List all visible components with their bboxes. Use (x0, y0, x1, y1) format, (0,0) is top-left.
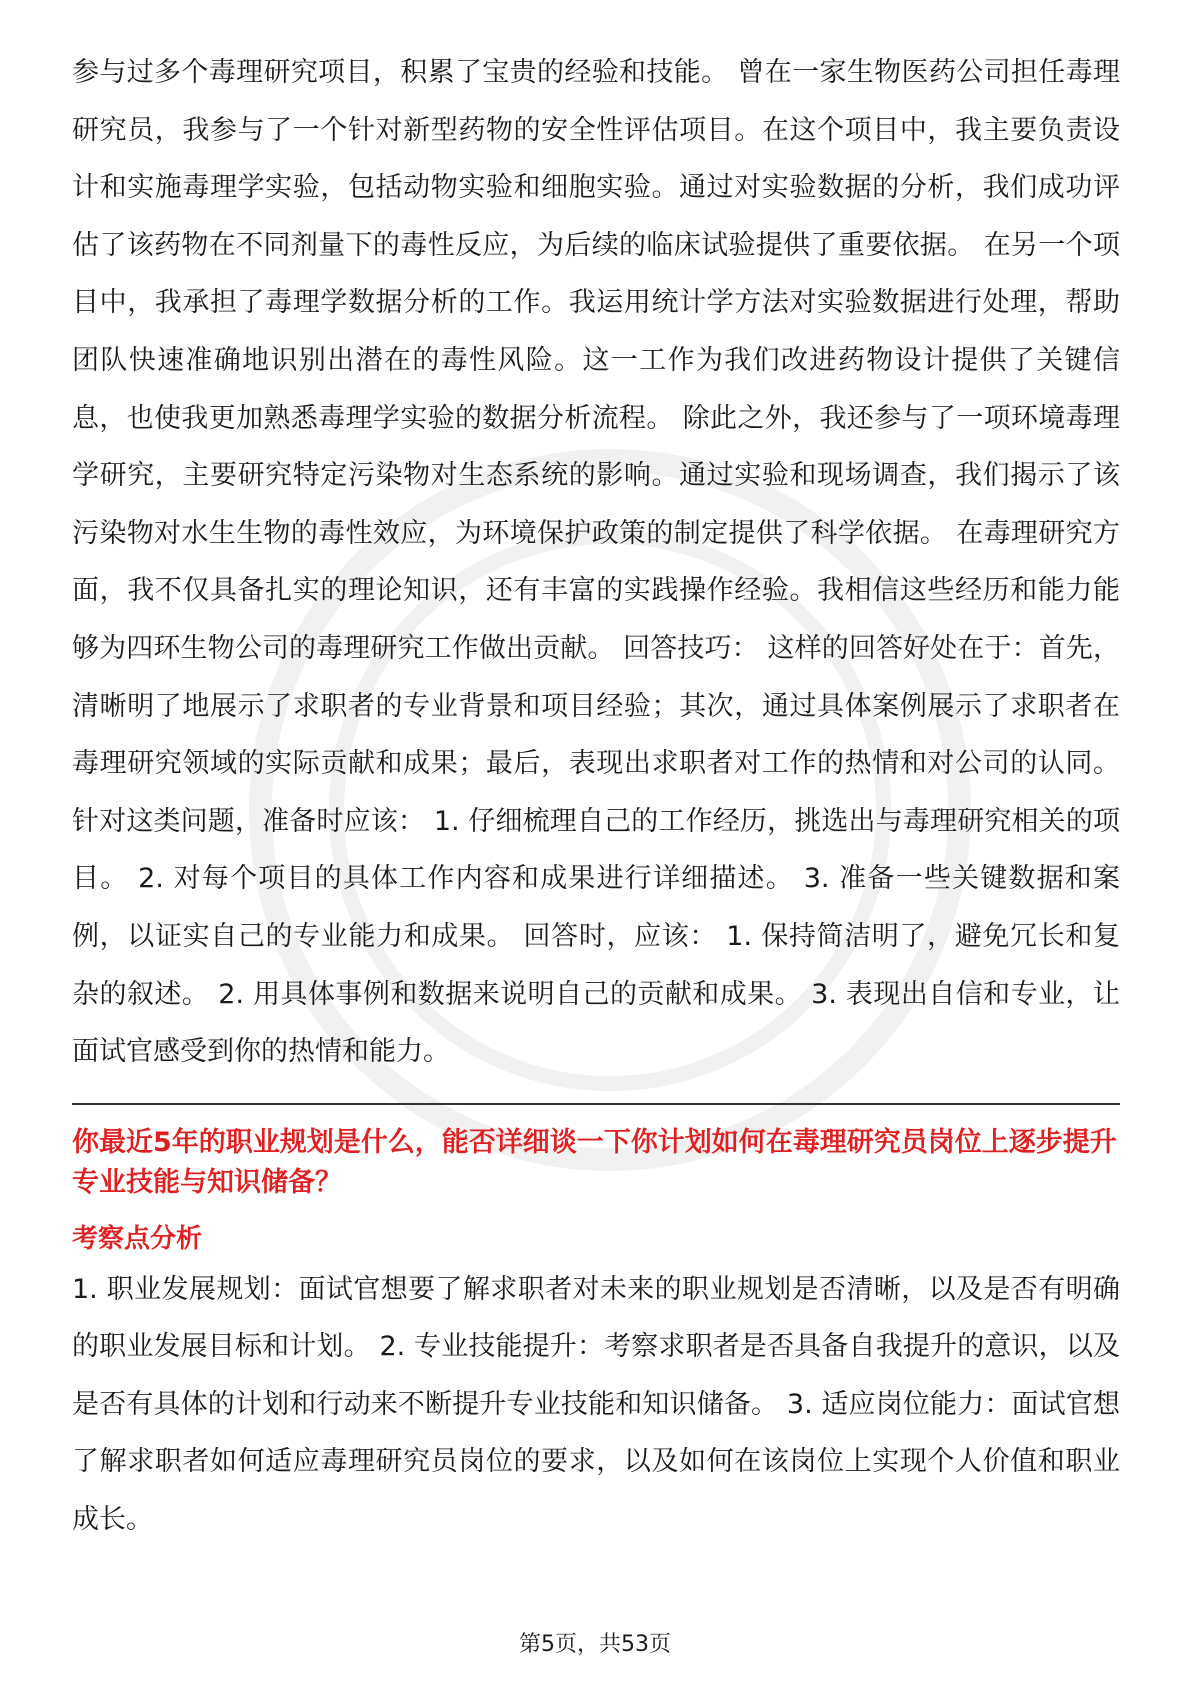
section-divider (72, 1103, 1120, 1105)
interview-question: 你最近5年的职业规划是什么，能否详细谈一下你计划如何在毒理研究员岗位上逐步提升专业技能与知识储备？ (72, 1126, 1117, 1198)
analysis-heading: 考察点分析 (72, 1223, 203, 1254)
answer-body-text: 参与过多个毒理研究项目，积累了宝贵的经验和技能。 曾在一家生物医药公司担任毒理研究员，我参与了一个针对新型药物的安全性评估项目。在这个项目中，我主要负责设计和实施毒理学实验，包括动物实验和细胞实验。通过对实验数据的分析，我们成功评估了该药物在不同剂量下的毒性反应，为后续的临床试验提供了重要依据。 在另一个项目中，我承担了毒理学数据分析的工作。我运用统计学方法对实验数据进行处理，帮助团队快速准确地识别出潜在的毒性风险。这一工作为我们改进药物设计提供了关键信息，也使我更加熟悉毒理学实验的数据分析流程。 除此之外，我还参与了一项环境毒理学研究，主要研究特定污染物对生态系统的影响。通过实验和现场调查，我们揭示了该污染物对水生生物的毒性效应，为环境保护政策的制定提供了科学依据。 在毒理研究方面，我不仅具备扎实的理论知识，还有丰富的实践操作经验。我相信这些经历和能力能够为四环生物公司的毒理研究工作做出贡献。 回答技巧： 这样的回答好处在于：首先，清晰明了地展示了求职者的专业背景和项目经验；其次，通过具体案例展示了求职者在毒理研究领域的实际贡献和成果；最后，表现出求职者对工作的热情和对公司的认同。 针对这类问题，准备时应该： 1. 仔细梳理自己的工作经历，挑选出与毒理研究相关的项目。 2. 对每个项目的具体工作内容和成果进行详细描述。 3. 准备一些关键数据和案例，以证实自己的专业能力和成果。 回答时，应该： 1. 保持简洁明了，避免冗长和复杂的叙述。 2. 用具体事例和数据来说明自己的贡献和成果。 3. 表现出自信和专业，让面试官感受到你的热情和能力。 (72, 57, 1120, 1068)
page-content (72, 44, 1120, 1549)
analysis-body-text: 1. 职业发展规划：面试官想要了解求职者对未来的职业规划是否清晰，以及是否有明确的职业发展目标和计划。 2. 专业技能提升：考察求职者是否具备自我提升的意识，以及是否有具体的计划和行动来不断提升专业技能和知识储备。 3. 适应岗位能力：面试官想了解求职者如何适应毒理研究员岗位的要求，以及如何在该岗位上实现个人价值和职业成长。 (72, 1273, 1120, 1536)
page-number-footer: 第5页，共53页 (519, 1632, 671, 1657)
